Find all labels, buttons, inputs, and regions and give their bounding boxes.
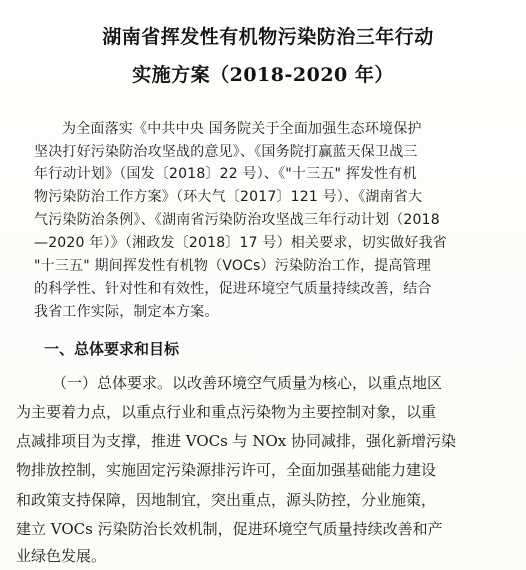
intro-line: 坚决打好污染防治攻坚战的意见》、《国务院打赢蓝天保卫战三: [34, 144, 418, 160]
intro-line: 为全面落实《中共中央 国务院关于全面加强生态环境保护: [62, 121, 422, 137]
section-line: 建立 VOCs 污染防治长效机制，促进环境空气质量持续改善和产: [16, 520, 443, 538]
intro-line: 气污染防治条例》、《湖南省污染防治攻坚战三年行动计划（2018: [34, 212, 440, 228]
document-title-line-1: 湖南省挥发性有机物污染防治三年行动: [102, 26, 434, 48]
document-title-line-2: 实施方案（2018-2020 年）: [132, 64, 394, 86]
intro-line: "十三五" 期间挥发性有机物（VOCs）污染防治工作，提高管理: [34, 258, 431, 274]
intro-line: 年行动计划》（国发〔2018〕22 号）、《"十三五" 挥发性有机: [34, 166, 417, 182]
section-line: 业绿色发展。: [16, 547, 107, 565]
section-line: （一）总体要求。以改善环境空气质量为核心，以重点地区: [52, 374, 443, 392]
intro-line: 的科学性、针对性和有效性，促进环境空气质量持续改善，结合: [34, 281, 432, 297]
intro-line: —2020 年）》（湘政发〔2018〕17 号）相关要求，切实做好我省: [34, 235, 447, 251]
section-line: 为主要着力点，以重点行业和重点污染物为主要控制对象，以重: [16, 403, 437, 421]
section-heading: 一、总体要求和目标: [44, 340, 180, 358]
intro-line: 我省工作实际，制定本方案。: [34, 304, 219, 320]
section-line: 物排放控制，实施固定污染源排污许可，全面加强基础能力建设: [16, 461, 437, 479]
section-line: 和政策支持保障，因地制宜，突出重点，源头防控，分业施策，: [16, 491, 437, 509]
section-line: 点减排项目为支撑，推进 VOCs 与 NOx 协同减排，强化新增污染: [16, 432, 456, 450]
intro-line: 物污染防治工作方案》（环大气〔2017〕121 号）、《湖南省大: [34, 189, 423, 205]
